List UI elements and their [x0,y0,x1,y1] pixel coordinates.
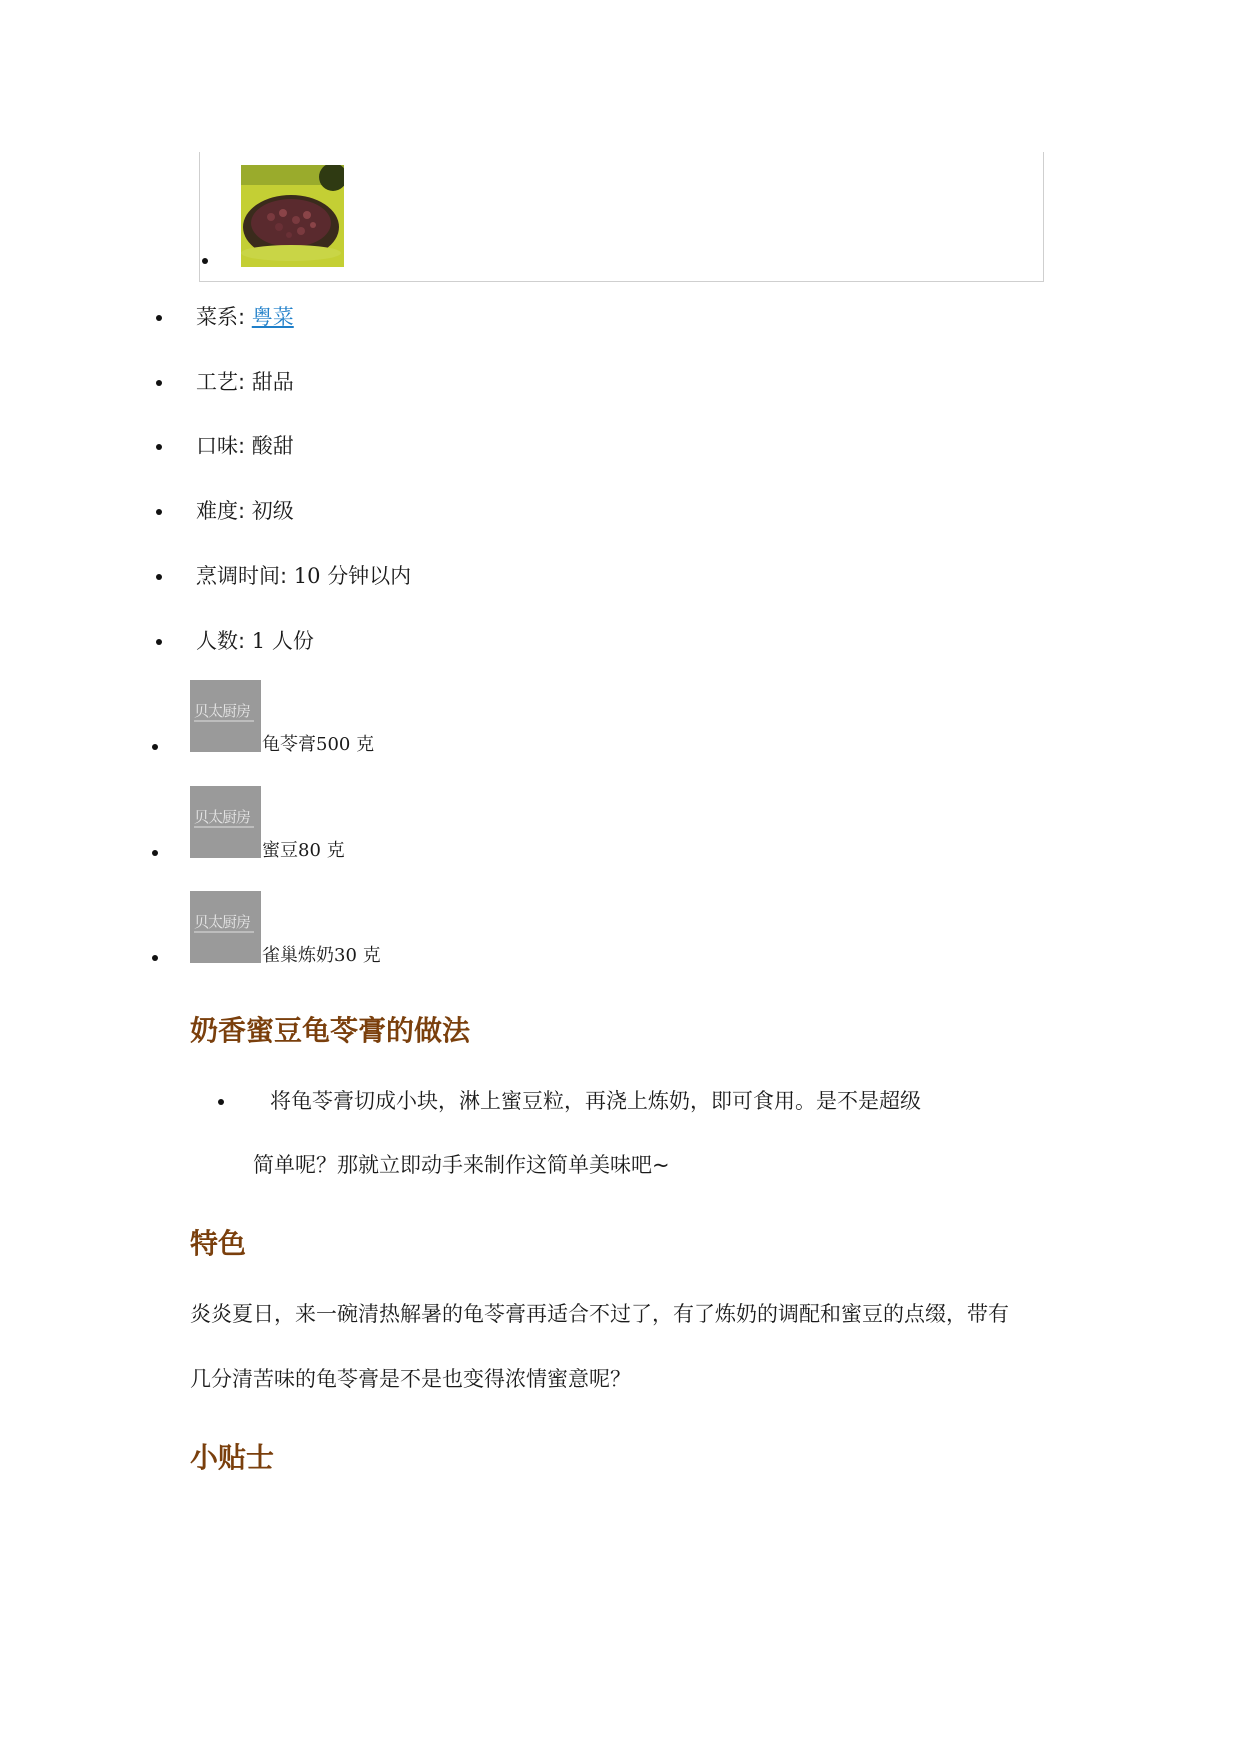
meta-difficulty-label: 难度: [196,499,246,523]
bullet [156,444,162,450]
feature-heading: 特色 [190,1227,247,1260]
meta-time [196,563,411,589]
bullet [156,380,162,386]
thumbnail-logo-underline [194,720,254,722]
dish-photo-illustration [241,165,344,267]
bullet [156,315,162,321]
meta-cuisine [196,304,294,330]
meta-servings-label: 人数: [196,629,246,653]
bullet [202,258,208,264]
meta-servings [196,628,314,654]
bullet [156,509,162,515]
ingredient-thumbnail [190,891,261,963]
ingredient-amount: 80 [298,840,321,861]
meta-taste-value: 酸甜 [251,434,294,458]
meta-taste-label: 口味: [196,434,246,458]
meta-technique [196,369,294,395]
tips-heading: 小贴士 [190,1441,275,1474]
meta-difficulty-value: 初级 [251,499,294,523]
ingredient-item [262,734,374,756]
ingredient-unit: 克 [356,734,375,755]
meta-time-label: 烹调时间: [196,564,288,588]
ingredient-amount: 500 [316,734,351,755]
ingredient-name: 蜜豆 [262,840,298,861]
meta-time-unit: 分钟以内 [327,564,412,588]
meta-difficulty [196,498,294,524]
method-step-line2: 简单呢？那就立即动手来制作这简单美味吧~ [253,1153,670,1177]
thumbnail-logo: 贝太厨房 [194,913,251,931]
method-step-line1: 将龟苓膏切成小块，淋上蜜豆粒，再浇上炼奶，即可食用。是不是超级 [270,1089,921,1113]
feature-line1: 炎炎夏日，来一碗清热解暑的龟苓膏再适合不过了，有了炼奶的调配和蜜豆的点缀，带有 [190,1302,1009,1326]
method-heading: 奶香蜜豆龟苓膏的做法 [190,1014,471,1047]
ingredient-name: 雀巢炼奶 [262,945,334,966]
ingredient-unit: 克 [362,945,381,966]
ingredient-thumbnail [190,786,261,858]
dish-photo [241,165,344,267]
meta-servings-number: 1 [251,629,266,653]
meta-taste [196,433,294,459]
bullet [152,850,158,856]
ingredient-thumbnail [190,680,261,752]
meta-cuisine-label: 菜系: [196,305,246,329]
meta-technique-label: 工艺: [196,370,246,394]
ingredient-unit: 克 [326,840,345,861]
ingredient-item [262,945,381,967]
bullet [152,955,158,961]
cuisine-link[interactable]: 粤菜 [251,305,294,329]
meta-time-number: 10 [293,564,321,588]
ingredient-name: 龟苓膏 [262,734,316,755]
thumbnail-logo-underline [194,931,254,933]
meta-technique-value: 甜品 [251,370,294,394]
bullet [156,574,162,580]
bullet [152,744,158,750]
thumbnail-logo-underline [194,826,254,828]
thumbnail-logo: 贝太厨房 [194,702,251,720]
feature-line2: 几分清苦味的龟苓膏是不是也变得浓情蜜意呢？ [190,1367,631,1391]
thumbnail-logo: 贝太厨房 [194,808,251,826]
bullet [156,639,162,645]
ingredient-item [262,840,345,862]
ingredient-amount: 30 [334,945,357,966]
bullet [218,1099,224,1105]
meta-servings-unit: 人份 [271,629,314,653]
